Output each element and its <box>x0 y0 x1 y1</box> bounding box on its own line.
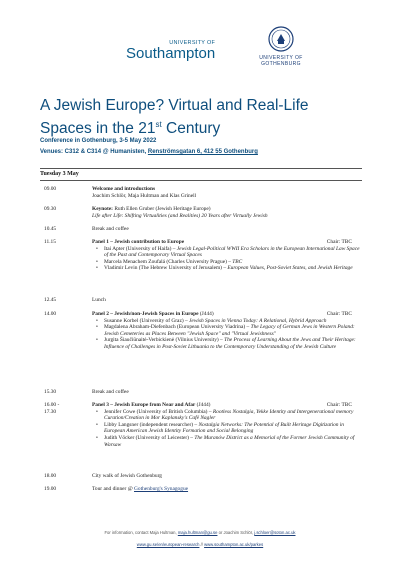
logo-bar <box>0 24 400 74</box>
programme-row: 19.00 Tour and dinner @ Gothenburg's Synagogue <box>44 486 189 492</box>
list-item: • Libby Langsner (independent researcher) – Nostalgia Networks: The Potential of Built Heritage Digitization in European American Jewish Identity Formation and Social Belonging <box>92 422 362 435</box>
day-heading: Tuesday 3 May <box>40 171 79 177</box>
venue-line: Venues: C312 & C314 @ Humanisten, Renströmsgatan 6, 412 55 Gothenburg <box>40 149 258 155</box>
email-link-schloer[interactable]: j.schloer@soton.ac.uk <box>254 530 296 535</box>
list-item: • Magdalena Abraham-Diefenbach (European University Viadrina) – The Legacy of German Jews in Western Poland: Jewish Cemeteries as Places Between "Jewish Space" and "Virtual Jewishness" <box>92 324 362 337</box>
list-item: • Itai Apter (University of Haifa) – Jewish Legal-Political WWII Era Scholars in the European International Law Space of the Past and Contemporary Virtual Spaces <box>92 246 362 259</box>
divider-bottom <box>40 180 362 181</box>
list-item: • Jurgita Šiaučiūnaitė-Verbickienė (Vilnius University) – The Process of Learning About the Jews and Their Heritage: Influence of Challenges in Post-Soviet Lithuania to the Contemporary Understanding of the Jewish Culture <box>92 337 362 350</box>
programme-row: 11.15 Chair: TBC Panel 1 – Jewish contribution to Europe • Itai Apter (University of Haifa) – Jewish Legal-Political WWII Era Scholars in the European International Law Space of the Past and Contemporary Virtual Spaces • Marcela Menachem Zoufalá (Charles University Prague) – TBC • Vladimir Levin (The Hebrew University of Jerusalem) – European Values, Post-Soviet States, and Jewish Heritage <box>40 239 362 297</box>
programme-row: 14.00 Chair: TBC Panel 2 – Jewish/non-Jewish Spaces in Europe (J444) • Susanne Korbel (University of Graz) – Jewish Spaces in Vienna Today: A Relational, Hybrid Approach • Magdalena Abraham-Diefenbach (European University Viadrina) – The Legacy of German Jews in Western Poland: Jewish Cemeteries as Places Between "Jewish Space" and "Virtual Jewishness" • Jurgita Šiaučiūnaitė-Verbickienė (Vilnius University) – The Process of Learning About the Jews and Their Heritage: Influence of Challenges in Post-Soviet Lithuania to the Contemporary Understanding of the Jewish Culture <box>40 311 362 389</box>
programme-row: 09.30 Keynote: Ruth Ellen Gruber (Jewish Heritage Europe) Life after Life: Shifting Virtualities (and Realities) 20 Years after Virtually Jewish <box>44 206 268 219</box>
programme-row: 10.45 Break and coffee <box>44 226 129 232</box>
venue-address-link[interactable]: Renströmsgatan 6, 412 55 Gothenburg <box>147 149 258 155</box>
synagogue-link[interactable]: Gothenburg's Synagogue <box>134 486 189 492</box>
footer-contact: For information, contact Maja Hultman, maja.hultman@gu.se or Joachim Schlör, j.schloer@soton.ac.uk <box>104 530 296 535</box>
panel-chair: Chair: TBC <box>326 239 352 245</box>
programme <box>40 186 362 499</box>
gothenburg-seal-icon <box>268 26 294 52</box>
footer-links: www.gu.se/en/european-research // www.southampton.ac.uk/parkes <box>136 542 264 547</box>
list-item: • Jennifer Cowe (University of British Columbia) – Rootless Nostalgia, Yekke Identity and Intergenerational memory Curation/Creation in Mor Kaplansky's Café Nagler <box>92 409 362 422</box>
email-link-hultman[interactable]: maja.hultman@gu.se <box>177 530 218 535</box>
divider-top <box>40 168 362 169</box>
programme-row: 12.45 Lunch <box>44 297 106 303</box>
programme-row: 18.00 City walk of Jewish Gothenburg <box>44 473 162 479</box>
gothenburg-logo-line2: GOTHENBURG <box>261 61 301 67</box>
panel-chair: Chair: TBC <box>326 402 352 408</box>
panel-title: Panel 2 – Jewish/non-Jewish Spaces in Europe <box>92 311 199 317</box>
list-item: • Vladimir Levin (The Hebrew University of Jerusalem) – European Values, Post-Soviet States, and Jewish Heritage <box>92 265 362 272</box>
panel-title: Panel 3 – Jewish Europe from Near and Afar <box>92 402 196 408</box>
list-item: • Judith Vöcker (University of Leicester) – The Muranów District as a Memorial of the Former Jewish Community of Warsaw <box>92 435 362 448</box>
gu-research-link[interactable]: www.gu.se/en/european-research <box>136 542 200 547</box>
list-item: • Susanne Korbel (University of Graz) – Jewish Spaces in Vienna Today: A Relational, Hybrid Approach <box>92 318 362 325</box>
southampton-logo <box>126 40 215 61</box>
panel-title: Panel 1 – Jewish contribution to Europe <box>92 239 185 245</box>
panel-chair: Chair: TBC <box>326 311 352 317</box>
gothenburg-logo-line1: UNIVERSITY OF <box>259 55 303 61</box>
programme-row: 16.00 - 17.30 Chair: TBC Panel 3 – Jewish Europe from Near and Afar (J444) • Jennifer Cowe (University of British Columbia) – Rootless Nostalgia, Yekke Identity and Intergenerational memory Curation/Creation in Mor Kaplansky's Café Nagler • Libby Langsner (independent researcher) – Nostalgia Networks: The Potential of Built Heritage Digitization in European American Jewish Identity Formation and Social Belonging • Judith Vöcker (University of Leicester) – The Muranów District as a Memorial of the Former Jewish Community of Warsaw <box>40 402 362 473</box>
programme-row: 15.30 Break and coffee <box>44 389 129 395</box>
conference-dates: Conference in Gothenburg, 3-5 May 2022 <box>40 138 157 144</box>
parkes-link[interactable]: www.southampton.ac.uk/parkes <box>204 542 264 547</box>
gothenburg-logo <box>246 26 316 67</box>
list-item: • Marcela Menachem Zoufalá (Charles University Prague) – TBC <box>92 259 362 266</box>
programme-row: 09.00 Welcome and introductions Joachim Schlör, Maja Hultman and Klas Grinell <box>44 186 197 199</box>
page-title: A Jewish Europe? Virtual and Real-Life Spaces in the 21st Century <box>40 97 309 138</box>
southampton-logo-top: UNIVERSITY OF <box>169 40 216 46</box>
southampton-logo-name: Southampton <box>126 45 216 62</box>
